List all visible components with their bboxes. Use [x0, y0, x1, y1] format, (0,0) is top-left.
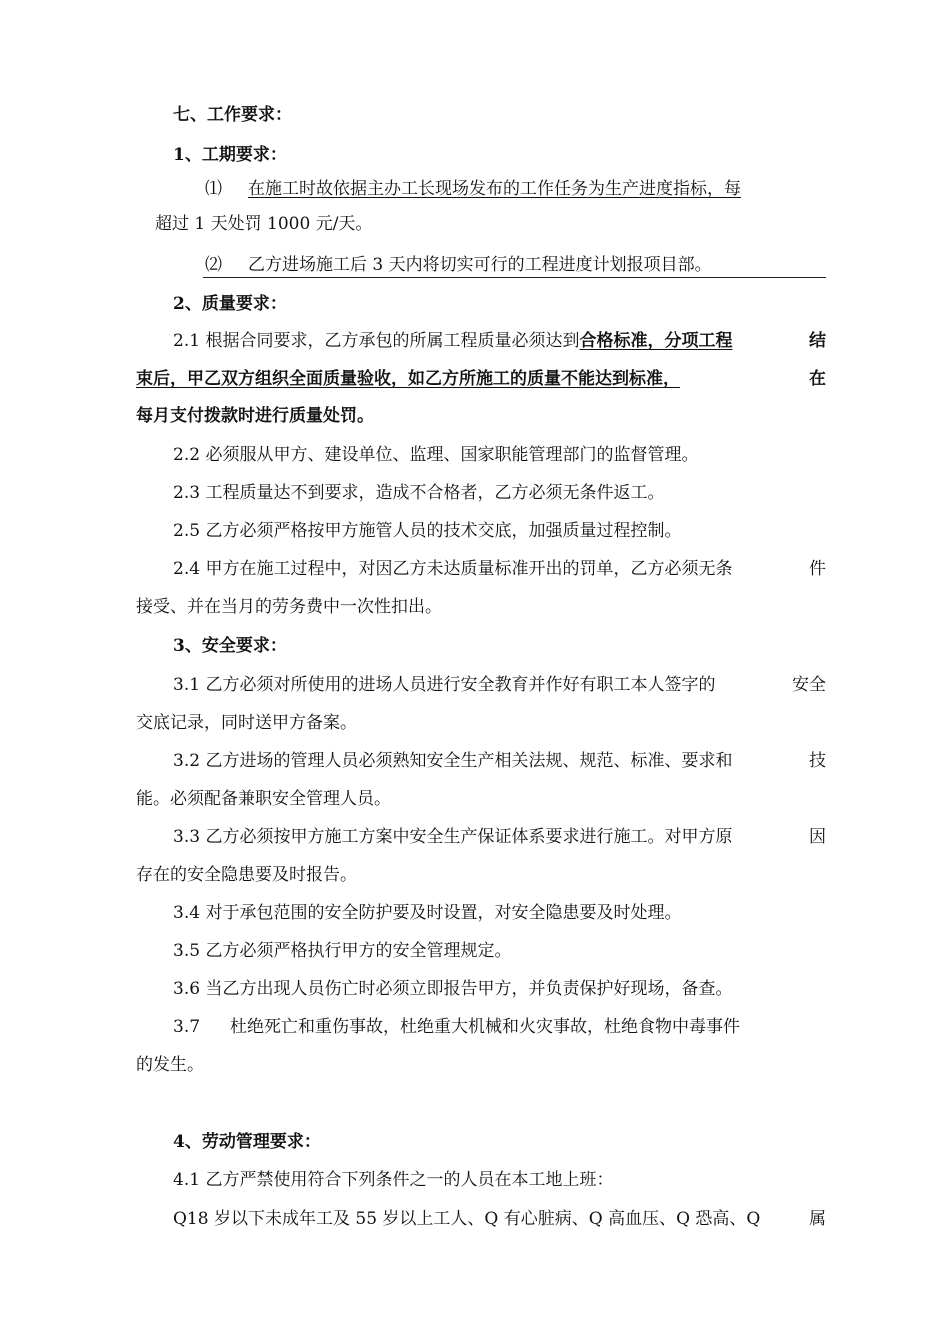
schedule-item1-line2: 超过 1 天处罚 1000 元/天。 [155, 214, 373, 234]
quality-p21-line3: 每月支付拨款时进行质量处罚。 [136, 406, 374, 426]
quality-p21-line2: 束后，甲乙双方组织全面质量验收，如乙方所施工的质量不能达到标准， 在 [136, 369, 826, 389]
labor-p41: 4.1 乙方严禁使用符合下列条件之一的人员在本工地上班： [173, 1170, 614, 1190]
safety-p37-line2: 的发生。 [136, 1055, 204, 1075]
safety-p31-line2: 交底记录，同时送甲方备案。 [136, 713, 357, 733]
quality-heading: 2、质量要求： [173, 294, 287, 314]
safety-p37-line1: 杜绝死亡和重伤事故，杜绝重大机械和火灾事故，杜绝食物中毒事件 [230, 1017, 740, 1037]
quality-p21-line1: 2.1 根据合同要求，乙方承包的所属工程质量必须达到合格标准，分项工程 结 [173, 331, 826, 351]
labor-heading: 4、劳动管理要求： [173, 1132, 321, 1152]
safety-p35: 3.5 乙方必须严格执行甲方的安全管理规定。 [173, 941, 512, 961]
schedule-item2-marker: ⑵ [205, 255, 222, 275]
safety-p32-line1: 3.2 乙方进场的管理人员必须熟知安全生产相关法规、规范、标准、要求和 技 [173, 751, 826, 771]
quality-p23: 2.3 工程质量达不到要求，造成不合格者，乙方必须无条件返工。 [173, 483, 665, 503]
schedule-item1-marker: ⑴ [205, 179, 222, 199]
safety-heading: 3、安全要求： [173, 636, 287, 656]
quality-p24-line2: 接受、并在当月的劳务费中一次性扣出。 [136, 597, 442, 617]
safety-p32-line2: 能。必须配备兼职安全管理人员。 [136, 789, 391, 809]
labor-list-line: Q18 岁以下未成年工及 55 岁以上工人、Q 有心脏病、Q 高血压、Q 恐高、Q 属 [173, 1209, 826, 1229]
quality-p22: 2.2 必须服从甲方、建设单位、监理、国家职能管理部门的监督管理。 [173, 445, 699, 465]
safety-p36: 3.6 当乙方出现人员伤亡时必须立即报告甲方，并负责保护好现场，备查。 [173, 979, 733, 999]
safety-p34: 3.4 对于承包范围的安全防护要及时设置，对安全隐患要及时处理。 [173, 903, 682, 923]
safety-p33-line2: 存在的安全隐患要及时报告。 [136, 865, 357, 885]
schedule-divider [203, 277, 826, 278]
schedule-item2-text: 乙方进场施工后 3 天内将切实可行的工程进度计划报项目部。 [248, 255, 712, 275]
quality-p24-line1: 2.4 甲方在施工过程中，对因乙方未达质量标准开出的罚单，乙方必须无条 件 [173, 559, 826, 579]
schedule-item1-line1: 在施工时故依据主办工长现场发布的工作任务为生产进度指标，每 [248, 179, 741, 199]
quality-p25: 2.5 乙方必须严格按甲方施管人员的技术交底，加强质量过程控制。 [173, 521, 682, 541]
schedule-heading: 1、工期要求： [173, 145, 287, 165]
safety-p33-line1: 3.3 乙方必须按甲方施工方案中安全生产保证体系要求进行施工。对甲方原 因 [173, 827, 826, 847]
safety-p37-number: 3.7 [173, 1017, 201, 1037]
safety-p31-line1: 3.1 乙方必须对所使用的进场人员进行安全教育并作好有职工本人签字的 安全 [173, 675, 826, 695]
section-heading: 七、工作要求： [173, 105, 292, 125]
